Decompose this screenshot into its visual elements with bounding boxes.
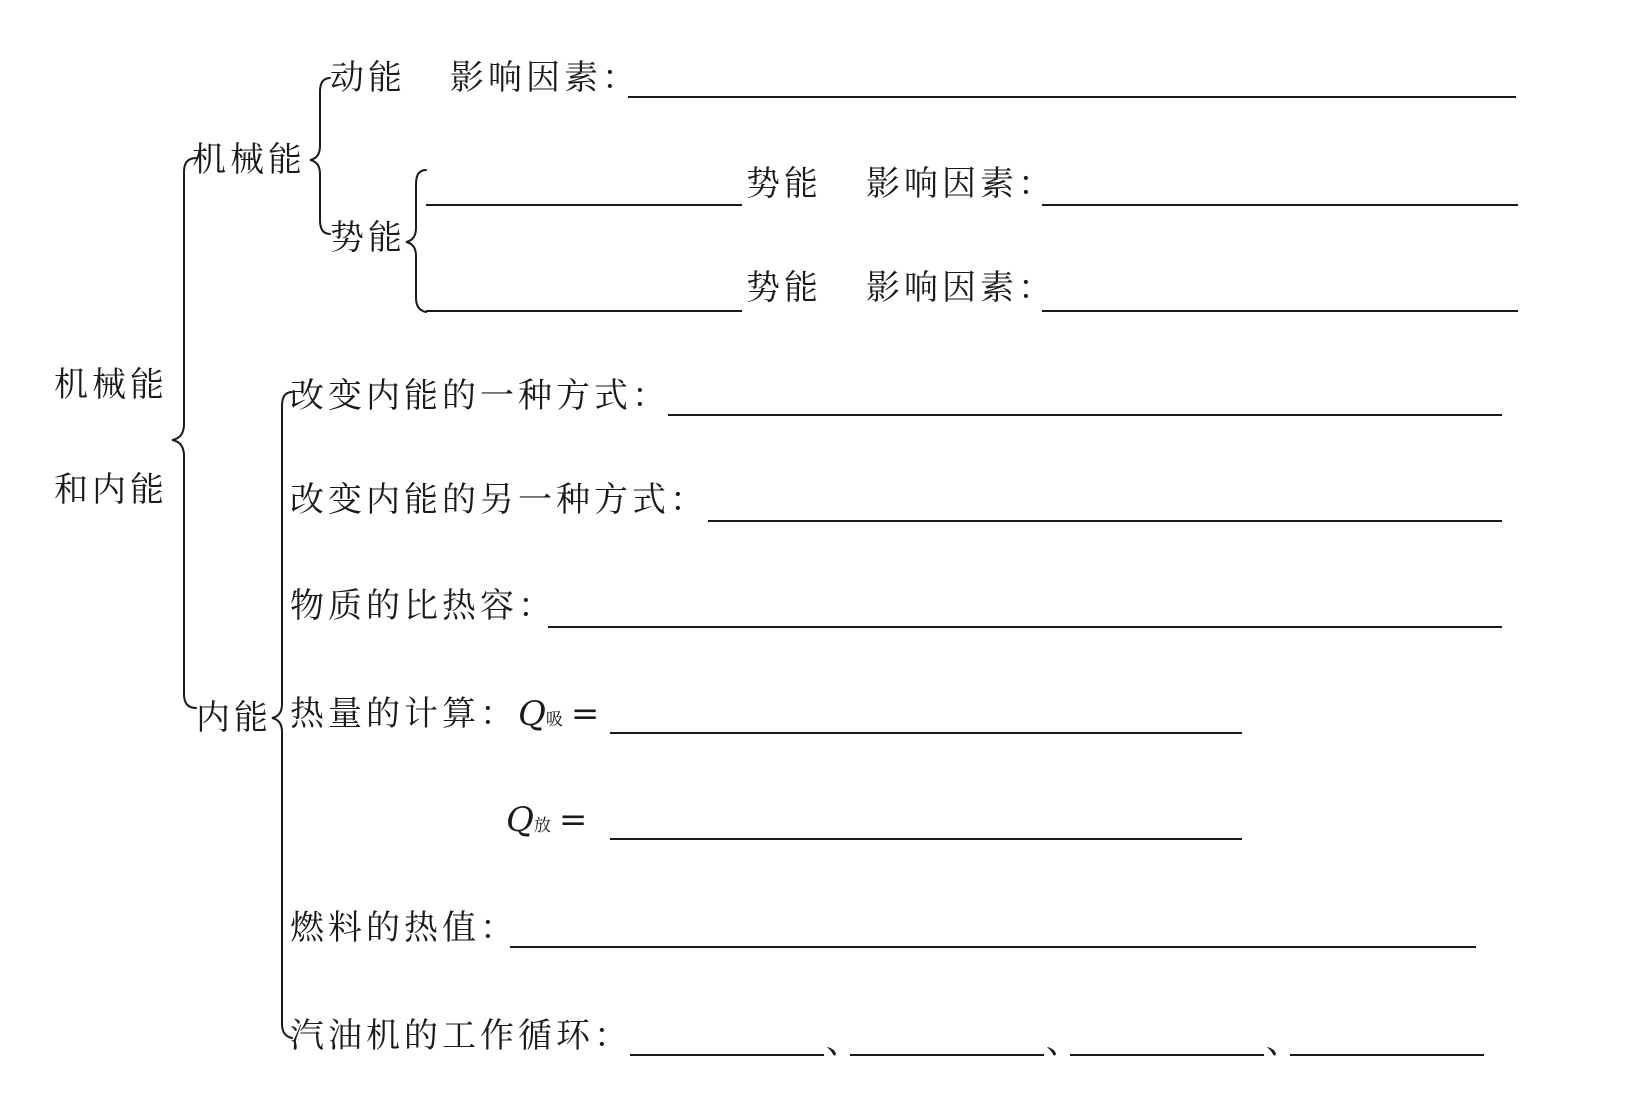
q-release-blank[interactable] [610, 838, 1242, 840]
potential-row-2 [746, 268, 1056, 308]
change-way-2-label: 改变内能的另一种方式： [290, 480, 708, 520]
potential-brace [406, 170, 426, 312]
fuel-value-blank[interactable] [510, 946, 1476, 948]
engine-cycle-blank-1[interactable] [630, 1054, 824, 1056]
change-way-1-label: 改变内能的一种方式： [290, 376, 670, 416]
q-release-row [506, 800, 587, 846]
internal-energy-label: 内能 [196, 698, 272, 738]
mechanical-brace [310, 78, 330, 234]
potential-row-1-factor-label: 影响因素： [866, 164, 1056, 204]
q-absorb-blank[interactable] [610, 732, 1242, 734]
heat-calc-row [290, 694, 599, 740]
potential-row-2-factor-label: 影响因素： [866, 268, 1056, 308]
q-release-symbol: Q [506, 800, 534, 840]
kinetic-energy-row [330, 58, 640, 98]
heat-calc-label: 热量的计算： [290, 694, 518, 734]
specific-heat-blank[interactable] [548, 626, 1502, 628]
change-way-2-blank[interactable] [708, 520, 1502, 522]
internal-brace [272, 392, 292, 1038]
mechanical-energy-label: 机械能 [192, 140, 306, 180]
root-brace [172, 158, 196, 708]
engine-cycle-blank-2[interactable] [850, 1054, 1044, 1056]
q-absorb-equals: = [570, 694, 600, 734]
potential-row-1-label: 势能 [746, 164, 822, 204]
engine-cycle-separator-1: 、 [826, 1022, 860, 1062]
specific-heat-label: 物质的比热容： [290, 586, 556, 626]
q-absorb-symbol: Q [518, 694, 546, 734]
root-label-line1: 机械能 [54, 365, 168, 405]
fuel-value-label: 燃料的热值： [290, 908, 518, 948]
change-way-1-blank[interactable] [668, 414, 1502, 416]
engine-cycle-blank-3[interactable] [1070, 1054, 1264, 1056]
kinetic-energy-label: 动能 [330, 58, 406, 98]
root-label-line2: 和内能 [54, 470, 168, 510]
engine-cycle-label: 汽油机的工作循环： [290, 1016, 632, 1056]
kinetic-factor-blank[interactable] [628, 96, 1516, 98]
potential-factor-blank-2[interactable] [1042, 310, 1518, 312]
q-release-subscript: 放 [533, 816, 551, 836]
q-absorb-subscript: 吸 [545, 710, 563, 730]
potential-type-blank-2[interactable] [426, 310, 742, 312]
engine-cycle-separator-3: 、 [1266, 1022, 1300, 1062]
kinetic-factor-label: 影响因素： [450, 58, 640, 98]
q-release-equals: = [558, 800, 588, 840]
potential-row-2-label: 势能 [746, 268, 822, 308]
potential-type-blank-1[interactable] [426, 204, 742, 206]
potential-factor-blank-1[interactable] [1042, 204, 1518, 206]
engine-cycle-blank-4[interactable] [1290, 1054, 1484, 1056]
potential-row-1 [746, 164, 1056, 204]
potential-energy-label: 势能 [330, 218, 406, 258]
engine-cycle-separator-2: 、 [1046, 1022, 1080, 1062]
